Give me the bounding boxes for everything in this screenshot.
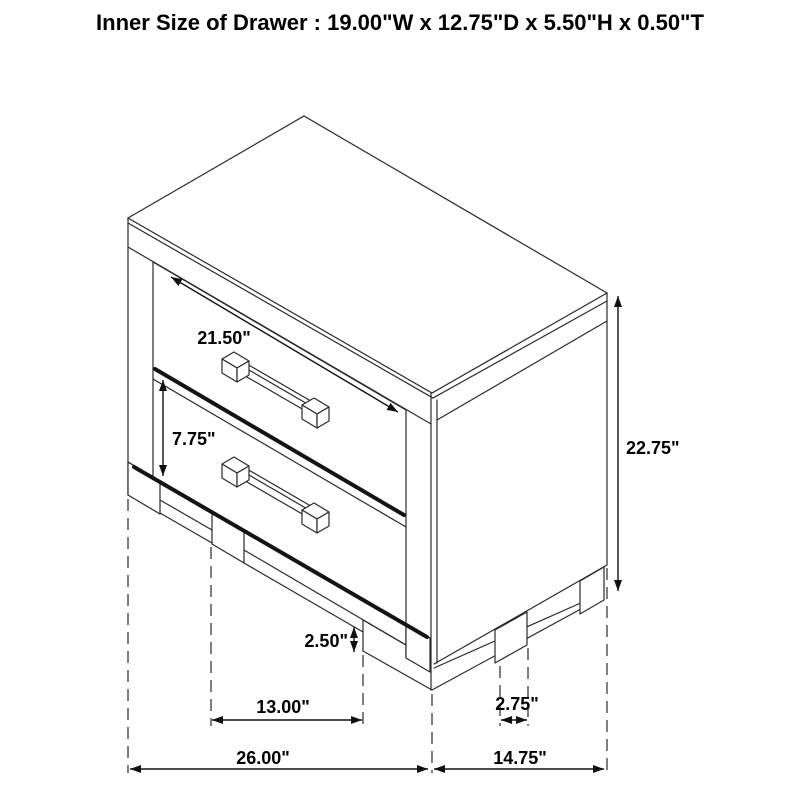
dim-label-overall-height: 22.75" [626,438,680,458]
nightstand-drawing [128,116,607,690]
dim-label-overall-width: 26.00" [236,748,290,768]
dim-label-side-leg-width: 2.75" [495,694,539,714]
dim-label-overall-depth: 14.75" [493,748,547,768]
dim-label-drawer-height: 7.75" [172,429,216,449]
dim-label-base-clearance: 2.50" [304,631,348,651]
dim-label-drawer-width: 21.50" [197,328,251,348]
dim-label-leg-spacing: 13.00" [256,697,310,717]
diagram-title: Inner Size of Drawer : 19.00"W x 12.75"D x 5.50"H x 0.50"T [96,10,704,35]
